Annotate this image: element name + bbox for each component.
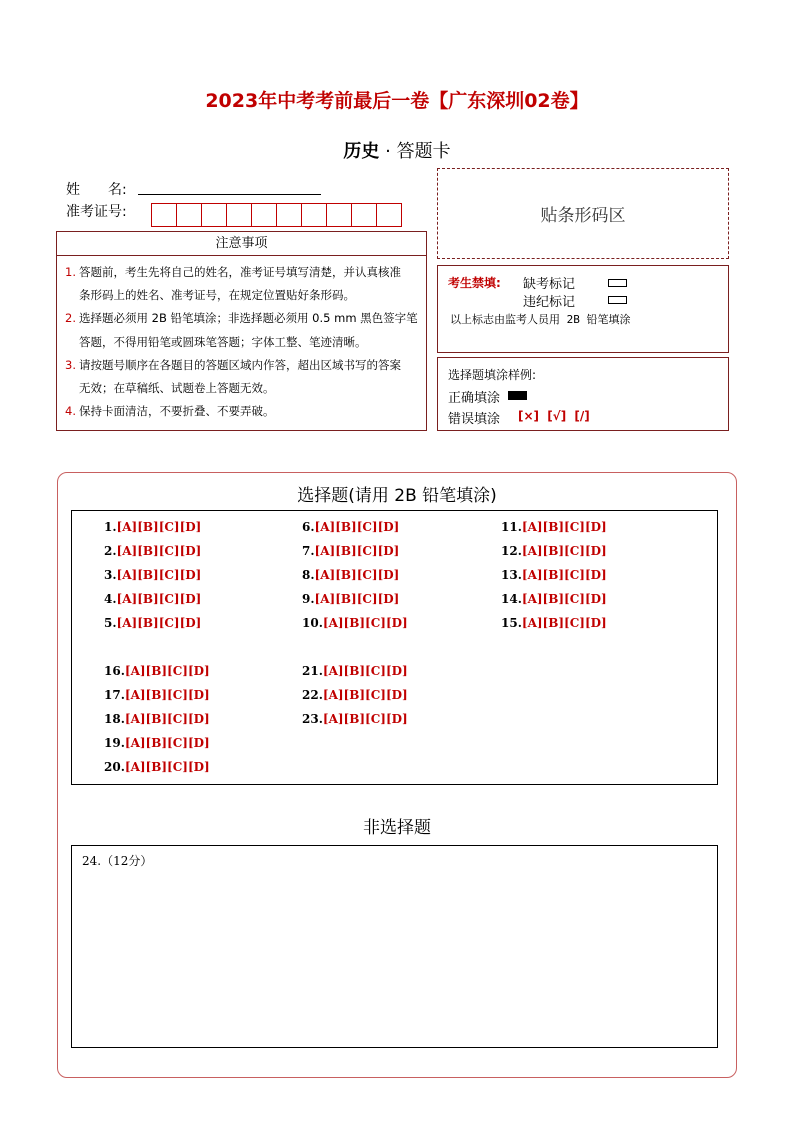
barcode-label: 贴条形码区: [540, 206, 626, 226]
question-item[interactable]: [104, 520, 201, 534]
question-number: 4.: [104, 592, 117, 606]
correct-fill-label: 正确填涂: [448, 391, 501, 406]
option-bubbles[interactable]: [A][B][C][D]: [314, 544, 400, 558]
option-bubbles[interactable]: [A][B][C][D]: [322, 616, 408, 630]
question-item[interactable]: [104, 760, 210, 774]
fill-sample-title: 选择题填涂样例:: [448, 368, 537, 382]
option-bubbles[interactable]: [A][B][C][D]: [124, 712, 210, 726]
question-number: 1.: [104, 520, 117, 534]
question-item[interactable]: [104, 568, 201, 582]
option-bubbles[interactable]: [A][B][C][D]: [521, 544, 607, 558]
question-number: 16.: [104, 664, 125, 678]
question-item[interactable]: [501, 616, 607, 630]
question-item[interactable]: [302, 616, 408, 630]
question-item[interactable]: [302, 712, 408, 726]
question-number: 10.: [302, 616, 323, 630]
option-bubbles[interactable]: [A][B][C][D]: [322, 712, 408, 726]
option-bubbles[interactable]: [A][B][C][D]: [322, 664, 408, 678]
fill-sample-box: [437, 357, 729, 431]
question-number: 19.: [104, 736, 125, 750]
violation-mark-box[interactable]: [608, 296, 627, 304]
option-bubbles[interactable]: [A][B][C][D]: [322, 688, 408, 702]
examiner-note: 以上标志由监考人员用 2B 铅笔填涂: [450, 313, 631, 326]
question-number: 15.: [501, 616, 522, 630]
question-number: 2.: [104, 544, 117, 558]
question-item[interactable]: [104, 592, 201, 606]
question-item[interactable]: [501, 568, 607, 582]
name-field[interactable]: [138, 194, 321, 195]
notice-item-cont: 答题，不得用铅笔或圆珠笔答题；字体工整、笔迹清晰。: [79, 334, 367, 349]
id-digit-cell[interactable]: [151, 203, 177, 227]
name-label: 姓 名:: [66, 182, 127, 198]
id-digit-cell[interactable]: [176, 203, 202, 227]
option-bubbles[interactable]: [A][B][C][D]: [521, 568, 607, 582]
notice-item: 1. 答题前，考生先将自己的姓名，准考证号填写清楚，并认真核准: [65, 265, 401, 279]
page-title: 2023年中考考前最后一卷【广东深圳02卷】: [205, 90, 589, 112]
notice-title: 注意事项: [56, 231, 427, 256]
notice-item: 2. 选择题必须用 2B 铅笔填涂；非选择题必须用 0.5 mm 黑色签字笔: [65, 311, 418, 326]
choice-section-title: 选择题(请用 2B 铅笔填涂): [297, 486, 497, 506]
q24-answer-box[interactable]: [71, 845, 718, 1048]
examiner-only-box: [437, 265, 729, 353]
id-digit-cell[interactable]: [351, 203, 377, 227]
wrong-fill-label: 错误填涂: [448, 412, 501, 427]
option-bubbles[interactable]: [A][B][C][D]: [521, 520, 607, 534]
question-item[interactable]: [302, 664, 408, 678]
notice-item-cont: 无效；在草稿纸、试题卷上答题无效。: [79, 381, 275, 396]
correct-fill-mark: [508, 391, 527, 400]
violation-mark-label: 违纪标记: [523, 295, 576, 310]
question-number: 9.: [302, 592, 315, 606]
option-bubbles[interactable]: [A][B][C][D]: [116, 520, 202, 534]
id-digit-cell[interactable]: [226, 203, 252, 227]
id-number-grid[interactable]: [151, 203, 401, 227]
absent-mark-box[interactable]: [608, 279, 627, 287]
question-number: 21.: [302, 664, 323, 678]
subject-name: 历史: [343, 141, 380, 162]
question-number: 8.: [302, 568, 315, 582]
question-number: 22.: [302, 688, 323, 702]
nonchoice-section-title: 非选择题: [363, 818, 431, 838]
question-item[interactable]: [302, 544, 399, 558]
question-item[interactable]: [104, 544, 201, 558]
question-item[interactable]: [501, 592, 607, 606]
question-number: 17.: [104, 688, 125, 702]
subject-separator: ·: [385, 141, 391, 162]
notice-box: [56, 256, 427, 431]
question-number: 11.: [501, 520, 522, 534]
question-number: 13.: [501, 568, 522, 582]
option-bubbles[interactable]: [A][B][C][D]: [314, 520, 400, 534]
option-bubbles[interactable]: [A][B][C][D]: [521, 592, 607, 606]
notice-item: 3. 请按题号顺序在各题目的答题区域内作答，超出区域书写的答案: [65, 357, 401, 372]
id-digit-cell[interactable]: [201, 203, 227, 227]
question-item[interactable]: [104, 736, 210, 750]
question-item[interactable]: [104, 688, 210, 702]
option-bubbles[interactable]: [A][B][C][D]: [116, 544, 202, 558]
option-bubbles[interactable]: [A][B][C][D]: [124, 760, 210, 774]
question-number: 5.: [104, 616, 117, 630]
question-number: 7.: [302, 544, 315, 558]
question-item[interactable]: [104, 616, 201, 630]
option-bubbles[interactable]: [A][B][C][D]: [116, 592, 202, 606]
question-number: 23.: [302, 712, 323, 726]
wrong-fill-marks: [×] [√] [/]: [518, 409, 590, 423]
id-digit-cell[interactable]: [376, 203, 402, 227]
question-item[interactable]: [104, 712, 210, 726]
question-number: 6.: [302, 520, 315, 534]
card-name: 答题卡: [396, 141, 451, 162]
notice-item: 4. 保持卡面清洁，不要折叠、不要弄破。: [65, 404, 275, 419]
question-item[interactable]: [302, 592, 399, 606]
option-bubbles[interactable]: [A][B][C][D]: [124, 664, 210, 678]
option-bubbles[interactable]: [A][B][C][D]: [521, 616, 607, 630]
question-item[interactable]: [302, 688, 408, 702]
question-number: 18.: [104, 712, 125, 726]
question-item[interactable]: [501, 520, 607, 534]
barcode-area: [437, 168, 729, 259]
question-item[interactable]: [501, 544, 607, 558]
id-digit-cell[interactable]: [251, 203, 277, 227]
question-number: 20.: [104, 760, 125, 774]
option-bubbles[interactable]: [A][B][C][D]: [116, 616, 202, 630]
id-label: 准考证号:: [66, 204, 127, 220]
id-digit-cell[interactable]: [326, 203, 352, 227]
subject-heading: [0, 137, 794, 163]
question-number: 3.: [104, 568, 117, 582]
id-digit-cell[interactable]: [301, 203, 327, 227]
id-digit-cell[interactable]: [276, 203, 302, 227]
option-bubbles[interactable]: [A][B][C][D]: [124, 688, 210, 702]
question-item[interactable]: [302, 520, 399, 534]
option-bubbles[interactable]: [A][B][C][D]: [314, 592, 400, 606]
absent-mark-label: 缺考标记: [523, 277, 576, 292]
question-number: 14.: [501, 592, 522, 606]
question-item[interactable]: [302, 568, 399, 582]
examiner-only-title: 考生禁填:: [448, 276, 501, 290]
q24-label: 24.（12分）: [82, 854, 153, 868]
option-bubbles[interactable]: [A][B][C][D]: [116, 568, 202, 582]
option-bubbles[interactable]: [A][B][C][D]: [314, 568, 400, 582]
question-number: 12.: [501, 544, 522, 558]
notice-item-cont: 条形码上的姓名、准考证号，在规定位置贴好条形码。: [79, 288, 355, 303]
question-item[interactable]: [104, 664, 210, 678]
option-bubbles[interactable]: [A][B][C][D]: [124, 736, 210, 750]
choice-answer-box: [71, 510, 718, 785]
